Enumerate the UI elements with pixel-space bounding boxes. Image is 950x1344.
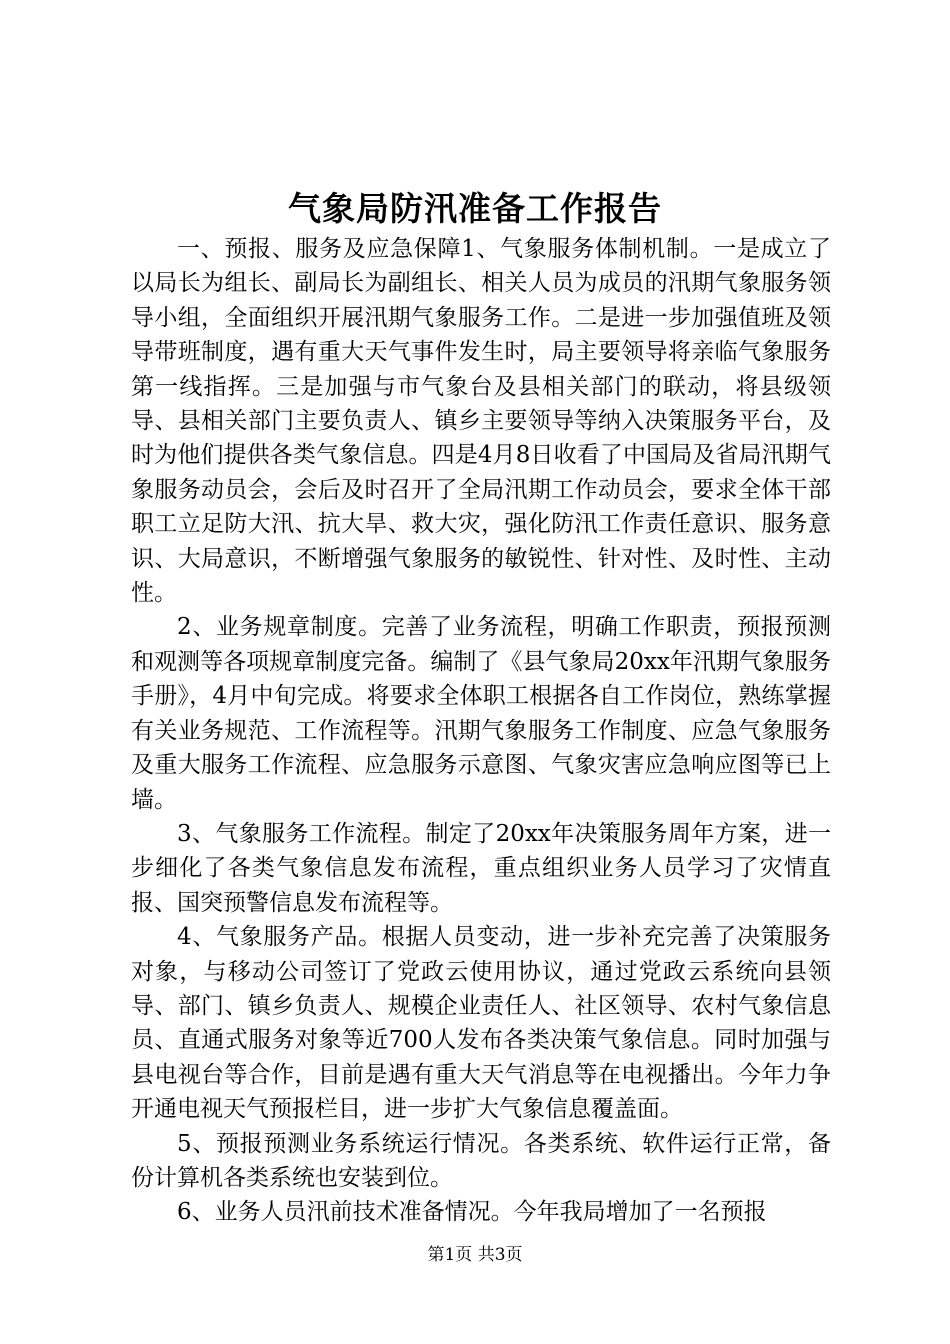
paragraph-4: 4、气象服务产品。根据人员变动，进一步补充完善了决策服务对象，与移动公司签订了党政云使用协议，通过党政云系统向县领导、部门、镇乡负责人、规模企业责任人、社区领导、农村气象信息员、直通式服务对象等近700人发布各类决策气象信息。同时加强与县电视台等合作，目前是遇有重大天气消息等在电视播出。今年力争开通电视天气预报栏目，进一步扩大气象信息覆盖面。 — [131, 924, 831, 1123]
document-title: 气象局防汛准备工作报告 — [288, 189, 662, 228]
paragraph-5: 5、预报预测业务系统运行情况。各类系统、软件运行正常，备份计算机各类系统也安装到位。 — [131, 1130, 831, 1191]
paragraph-1: 一、预报、服务及应急保障1、气象服务体制机制。一是成立了以局长为组长、副局长为副组长、相关人员为成员的汛期气象服务领导小组，全面组织开展汛期气象服务工作。二是进一步加强值班及领导带班制度，遇有重大天气事件发生时，局主要领导将亲临气象服务第一线指挥。三是加强与市气象台及县相关部门的联动，将县级领导、县相关部门主要负责人、镇乡主要领导等纳入决策服务平台，及时为他们提供各类气象信息。四是4月8日收看了中国局及省局汛期气象服务动员会，会后及时召开了全局汛期工作动员会，要求全体干部职工立足防大汛、抗大旱、救大灾，强化防汛工作责任意识、服务意识、大局意识，不断增强气象服务的敏锐性、针对性、及时性、主动性。 — [131, 236, 831, 607]
paragraph-3: 3、气象服务工作流程。制定了20xx年决策服务周年方案，进一步细化了各类气象信息发布流程，重点组织业务人员学习了灾情直报、国突预警信息发布流程等。 — [131, 820, 831, 916]
document-body — [131, 232, 831, 1230]
page-footer: 第1页 共3页 — [427, 1245, 523, 1265]
paragraph-2: 2、业务规章制度。完善了业务流程，明确工作职责，预报预测和观测等各项规章制度完备。编制了《县气象局20xx年汛期气象服务手册》，4月中旬完成。将要求全体职工根据各自工作岗位，熟练掌握有关业务规范、工作流程等。汛期气象服务工作制度、应急气象服务及重大服务工作流程、应急服务示意图、气象灾害应急响应图等已上墙。 — [131, 614, 831, 813]
paragraph-6: 6、业务人员汛前技术准备情况。今年我局增加了一名预报 — [177, 1199, 767, 1226]
